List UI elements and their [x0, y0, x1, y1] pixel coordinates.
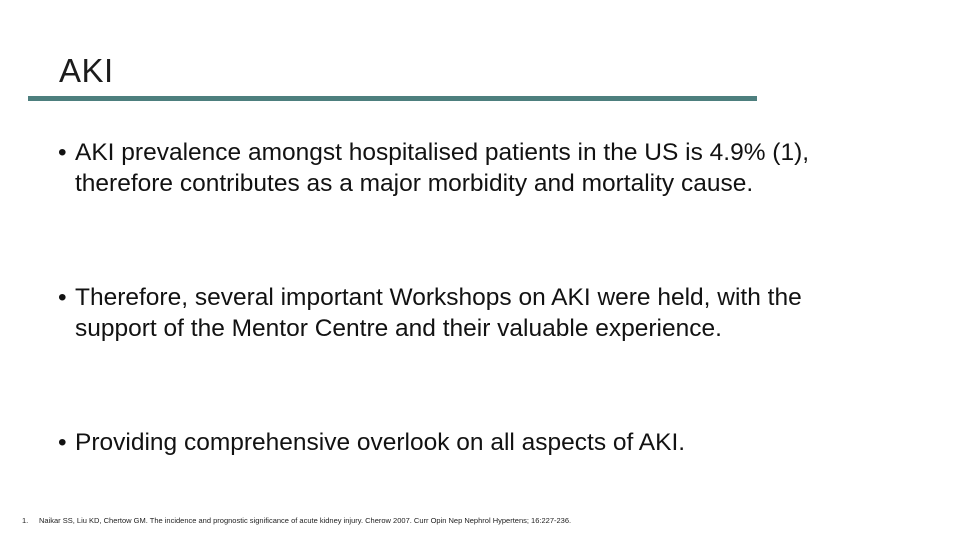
slide-title: AKI — [59, 52, 114, 89]
bullet-item — [58, 137, 878, 199]
bullet-item — [58, 427, 878, 458]
footnote-text: Naikar SS, Liu KD, Chertow GM. The incidence and prognostic significance of acute kidney injury. Cherow 2007. Curr Opin Nep Nephrol Hypertens; 16:227-236. — [39, 516, 572, 525]
bullet-mark: • — [58, 284, 67, 311]
bullet-text: AKI prevalence amongst hospitalised patients in the US is 4.9% (1), therefore contributes as a major morbidity and mortality cause. — [75, 139, 810, 197]
bullet-text: Providing comprehensive overlook on all aspects of AKI. — [75, 429, 686, 456]
footnote-number: 1. — [22, 516, 29, 525]
bullet-item — [58, 282, 878, 344]
bullet-mark: • — [58, 139, 67, 166]
reference-footnote — [22, 515, 571, 527]
bullet-mark: • — [58, 429, 67, 456]
bullet-text: Therefore, several important Workshops on AKI were held, with the support of the Mentor Centre and their valuable experience. — [75, 284, 802, 342]
